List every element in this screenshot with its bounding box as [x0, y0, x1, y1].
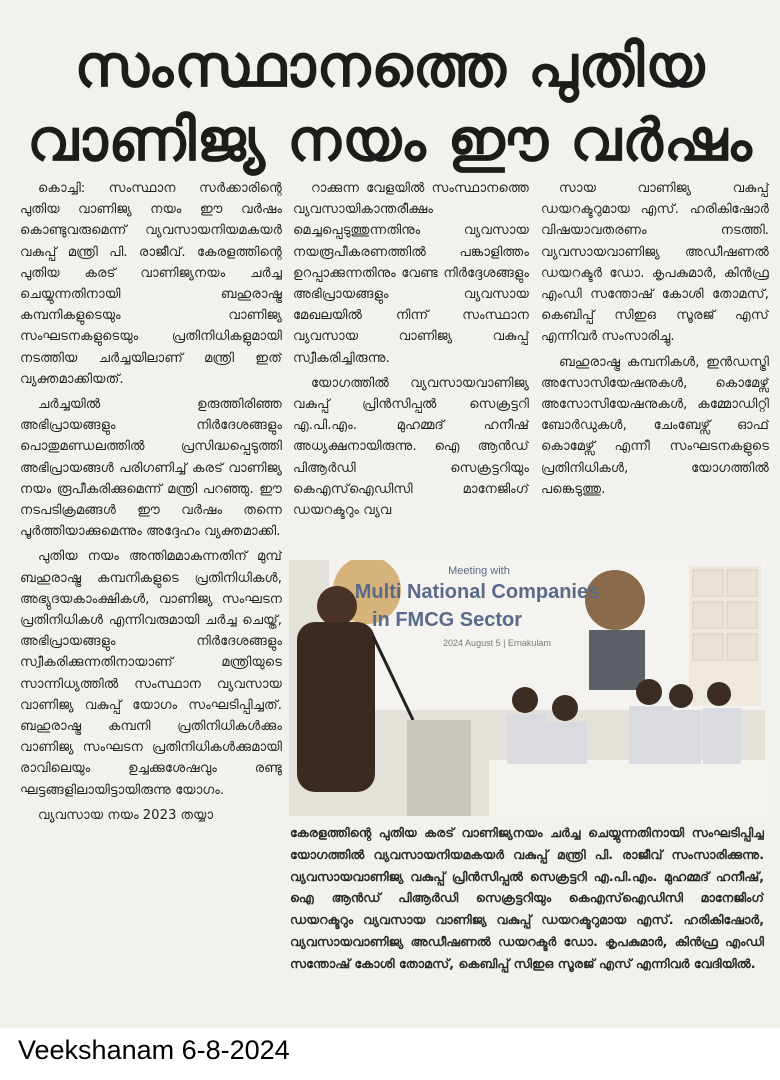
lectern [407, 720, 471, 816]
speaker-figure [297, 622, 375, 792]
paragraph: റാക്കുന്ന വേളയിൽ സംസ്ഥാനത്തെ വ്യവസായികാന്തരീക്ഷം മെച്ചപ്പെടുത്തുന്നതിനും വ്യവസായ നയരൂപീകരണത്തിൽ പങ്കാളിത്തം ഉറപ്പാക്കുന്നതിനും വേണ്ട നിർദ്ദേശങ്ങളും അഭിപ്രായങ്ങളും വ്യവസായ മേഖലയിൽ നിന്ന് സംസ്ഥാന വ്യവസായ വാണിജ്യ വകുപ്പ് സ്വീകരിച്ചിരുന്നു. [293, 181, 529, 366]
paragraph: യോഗത്തിൽ വ്യവസായവാണിജ്യ വകുപ്പ് പ്രിൻസിപ്പൽ സെക്രട്ടറി എ.പി.എം. മുഹമ്മദ് ഹനീഷ് അധ്യക്ഷനായിരുന്നു. ഐ ആൻഡ് പിആർഡി സെക്രട്ടറിയും കെഎസ്ഐഡിസി മാനേജിംഗ് ഡയറക്ടറും വ്യവ [293, 375, 529, 519]
headline-line-2: വാണിജ്യ നയം ഈ വർഷം [27, 106, 753, 174]
banner-line-1: Multi National Companies [354, 581, 600, 603]
banner-top-text: Meeting with [448, 565, 510, 577]
event-photo-illustration [289, 560, 765, 816]
banner-date: 2024 August 5 | Ernakulam [443, 638, 551, 648]
head-table [489, 760, 765, 816]
paragraph: സായ വാണിജ്യ വകുപ്പ് ഡയറക്ടറുമായ എസ്. ഹരികിഷോർ വിഷയാവതരണം നടത്തി. വ്യവസായവാണിജ്യ അഡീഷണൽ ഡയറക്ടർ ഡോ. കൃപകുമാർ, കിൻഫ്ര എംഡി സന്തോഷ് കോശി തോമസ്, കെബിപ്പ് സിഇഒ സൂരജ് എസ് എന്നിവർ സംസാരിച്ചു. [541, 181, 769, 345]
paragraph: വ്യവസായ നയം 2023 തയ്യാ [38, 807, 214, 823]
article-column-3 [541, 178, 769, 548]
event-photo [289, 560, 765, 816]
source-footer: Veekshanam 6-8-2024 [18, 1035, 290, 1065]
paragraph: പുതിയ നയം അന്തിമമാകുന്നതിന് മുമ്പ് ബഹുരാഷ്ട്ര കമ്പനികളുടെ പ്രതിനിധികൾ, അഭ്യുദയകാംക്ഷികൾ, വാണിജ്യ സംഘടന പ്രതിനിധികൾ എന്നിവരുമായി ചർച്ച ചെയ്ത്, അഭിപ്രായങ്ങളും നിർദേശങ്ങളും സ്വീകരിക്കുന്നതിനായാണ് മന്ത്രിയുടെ സാന്നിധ്യത്തിൽ സംസ്ഥാന വ്യവസായ വാണിജ്യ വകുപ്പ് യോഗം സംഘടിപ്പിച്ചത്. ബഹുരാഷ്ട്ര കമ്പനി പ്രതിനിധികൾക്കും വാണിജ്യ സംഘടന പ്രതിനിധികൾക്കുമായി രാവിലെയും ഉച്ചക്കുശേഷവും രണ്ടു ഘട്ടങ്ങളിലായിട്ടായിരുന്നു യോഗം. [20, 549, 282, 798]
paragraph: ബഹുരാഷ്ട്ര കമ്പനികൾ, ഇൻഡസ്ട്രി അസോസിയേഷനുകൾ, കൊമേഴ്സ് അസോസിയേഷനുകൾ, കമ്മോഡിറ്റി ബോർഡുകൾ, ചേംബേഴ്സ് ഓഫ് കൊമേഴ്സ് എന്നീ സംഘടനകളുടെ പ്രതിനിധികൾ, യോഗത്തിൽ പങ്കെടുത്തു. [541, 354, 769, 497]
photo-caption: കേരളത്തിന്റെ പുതിയ കരട് വാണിജ്യനയം ചർച്ച ചെയ്യുന്നതിനായി സംഘടിപ്പിച്ച യോഗത്തിൽ വ്യവസായനിയമകയർ വകുപ്പ് മന്ത്രി പി. രാജീവ് സംസാരിക്കുന്നു. വ്യവസായവാണിജ്യ വകുപ്പ് പ്രിൻസിപ്പൽ സെക്രട്ടറി എ.പി.എം. മുഹമ്മദ് ഹനീഷ്, ഐ ആൻഡ് പിആർഡി സെക്രട്ടറിയും കെഎസ്ഐഡിസി മാനേജിംഗ് ഡയറക്ടറും വ്യവസായ വാണിജ്യ വകുപ്പ് ഡയറക്ടറുമായ എസ്. ഹരികിഷോർ, വ്യവസായവാണിജ്യ അഡീഷണൽ ഡയറക്ടർ ഡോ. കൃപകുമാർ, കിൻഫ്ര എംഡി സന്തോഷ് കോശി തോമസ്, കെബിപ്പ് സിഇഒ സൂരജ് എസ് എന്നിവർ വേദിയിൽ. [290, 825, 764, 971]
banner-line-2: in FMCG Sector [371, 609, 523, 631]
paragraph: കൊച്ചി: സംസ്ഥാന സർക്കാരിന്റെ പുതിയ വാണിജ്യ നയം ഈ വർഷം കൊണ്ടുവരുമെന്ന് വ്യവസായനിയമകയർ വകുപ്പ് മന്ത്രി പി. രാജീവ്. കേരളത്തിന്റെ പുതിയ കരട് വാണിജ്യനയം ചർച്ച ചെയ്യുന്നതിനായി ബഹുരാഷ്ട്ര കമ്പനികളുടെയും വാണിജ്യ സംഘടനകളുടെയും പ്രതിനിധികളുമായി നടത്തിയ ചർച്ചയിലാണ് മന്ത്രി ഇത് വ്യക്തമാക്കിയത്. [20, 181, 282, 387]
paragraph: ചർച്ചയിൽ ഉരുത്തിരിഞ്ഞ അഭിപ്രായങ്ങളും നിർദേശങ്ങളും പൊതുമണ്ഡലത്തിൽ പ്രസിദ്ധപ്പെടുത്തി അഭിപ്രായങ്ങൾ പരിഗണിച്ച് കരട് വാണിജ്യ നയം രൂപീകരിക്കുമെന്ന് മന്ത്രി പറഞ്ഞു. ഈ നടപടിക്രമങ്ങൾ ഈ വർഷം തന്നെ പൂർത്തിയാക്കുമെന്നും അദ്ദേഹം വ്യക്തമാക്കി. [20, 397, 282, 540]
article-column-1 [20, 178, 282, 1013]
headline-line-1: സംസ്ഥാനത്തെ പുതിയ [74, 32, 706, 100]
article-column-2 [293, 178, 529, 548]
